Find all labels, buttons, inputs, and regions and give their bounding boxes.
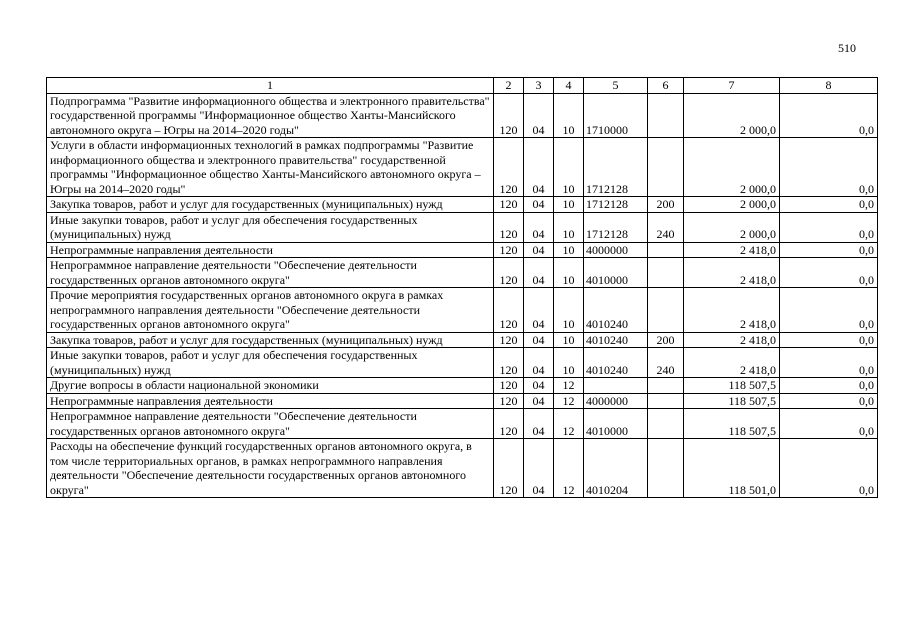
column-header: 1 — [47, 78, 494, 94]
code-cell-6 — [648, 138, 684, 197]
row-name-cell: Подпрограмма "Развитие информационного общества и электронного правительства" государственной программы "Информационное общество Ханты-Мансийского автономного округа – Югры на 2014–2020 годы" — [47, 93, 494, 138]
row-name-cell: Непрограммное направление деятельности "Обеспечение деятельности государственных органов автономного округа" — [47, 258, 494, 288]
code-cell-3: 04 — [524, 439, 554, 498]
code-cell-3: 04 — [524, 409, 554, 439]
code-cell-3: 04 — [524, 197, 554, 213]
row-name-cell: Закупка товаров, работ и услуг для государственных (муниципальных) нужд — [47, 332, 494, 348]
amount-cell-7: 2 000,0 — [684, 138, 780, 197]
column-header: 2 — [494, 78, 524, 94]
code-cell-4: 10 — [554, 242, 584, 258]
amount-cell-8: 0,0 — [780, 439, 878, 498]
table-row — [47, 242, 878, 258]
amount-cell-8: 0,0 — [780, 378, 878, 394]
amount-cell-8: 0,0 — [780, 93, 878, 138]
code-cell-2: 120 — [494, 93, 524, 138]
code-cell-2: 120 — [494, 288, 524, 333]
code-cell-4: 10 — [554, 138, 584, 197]
table-row — [47, 138, 878, 197]
table-row — [47, 93, 878, 138]
code-cell-2: 120 — [494, 409, 524, 439]
column-header: 7 — [684, 78, 780, 94]
code-cell-4: 10 — [554, 348, 584, 378]
code-cell-6 — [648, 93, 684, 138]
code-cell-3: 04 — [524, 288, 554, 333]
code-cell-6 — [648, 393, 684, 409]
code-cell-2: 120 — [494, 393, 524, 409]
code-cell-2: 120 — [494, 332, 524, 348]
code-cell-5: 1710000 — [584, 93, 648, 138]
code-cell-2: 120 — [494, 197, 524, 213]
code-cell-5: 4010000 — [584, 258, 648, 288]
code-cell-6: 200 — [648, 332, 684, 348]
amount-cell-8: 0,0 — [780, 197, 878, 213]
code-cell-6: 200 — [648, 197, 684, 213]
code-cell-4: 12 — [554, 439, 584, 498]
code-cell-5: 4010240 — [584, 348, 648, 378]
amount-cell-7: 2 000,0 — [684, 93, 780, 138]
amount-cell-8: 0,0 — [780, 258, 878, 288]
row-name-cell: Услуги в области информационных технологий в рамках подпрограммы "Развитие информационного общества и электронного правительства" государственной программы "Информационное общество Ханты-Мансийского автономного округа – Югры на 2014–2020 годы" — [47, 138, 494, 197]
code-cell-6 — [648, 378, 684, 394]
code-cell-4: 12 — [554, 393, 584, 409]
code-cell-5: 4010204 — [584, 439, 648, 498]
code-cell-2: 120 — [494, 138, 524, 197]
row-name-cell: Иные закупки товаров, работ и услуг для обеспечения государственных (муниципальных) нужд — [47, 212, 494, 242]
budget-table — [46, 77, 878, 498]
row-name-cell: Прочие мероприятия государственных органов автономного округа в рамках непрограммного направления деятельности "Обеспечение деятельности государственных органов автономного округа" — [47, 288, 494, 333]
table-row — [47, 439, 878, 498]
row-name-cell: Иные закупки товаров, работ и услуг для обеспечения государственных (муниципальных) нужд — [47, 348, 494, 378]
row-name-cell: Закупка товаров, работ и услуг для государственных (муниципальных) нужд — [47, 197, 494, 213]
code-cell-3: 04 — [524, 332, 554, 348]
code-cell-2: 120 — [494, 258, 524, 288]
code-cell-3: 04 — [524, 242, 554, 258]
amount-cell-8: 0,0 — [780, 212, 878, 242]
amount-cell-7: 2 418,0 — [684, 288, 780, 333]
amount-cell-7: 2 000,0 — [684, 197, 780, 213]
code-cell-4: 10 — [554, 258, 584, 288]
amount-cell-8: 0,0 — [780, 393, 878, 409]
amount-cell-7: 118 507,5 — [684, 409, 780, 439]
amount-cell-8: 0,0 — [780, 138, 878, 197]
amount-cell-7: 118 501,0 — [684, 439, 780, 498]
table-row — [47, 393, 878, 409]
code-cell-6: 240 — [648, 348, 684, 378]
code-cell-5: 1712128 — [584, 212, 648, 242]
table-row — [47, 212, 878, 242]
code-cell-6 — [648, 258, 684, 288]
amount-cell-7: 118 507,5 — [684, 393, 780, 409]
column-header: 5 — [584, 78, 648, 94]
amount-cell-8: 0,0 — [780, 242, 878, 258]
code-cell-5: 4010000 — [584, 409, 648, 439]
code-cell-3: 04 — [524, 258, 554, 288]
table-row — [47, 258, 878, 288]
table-row — [47, 332, 878, 348]
column-header: 3 — [524, 78, 554, 94]
code-cell-4: 12 — [554, 378, 584, 394]
row-name-cell: Непрограммные направления деятельности — [47, 393, 494, 409]
code-cell-2: 120 — [494, 348, 524, 378]
code-cell-5: 4010240 — [584, 288, 648, 333]
amount-cell-7: 2 418,0 — [684, 332, 780, 348]
code-cell-6 — [648, 288, 684, 333]
code-cell-5: 4000000 — [584, 393, 648, 409]
table-row — [47, 378, 878, 394]
code-cell-4: 10 — [554, 212, 584, 242]
table-body — [47, 93, 878, 498]
code-cell-4: 10 — [554, 288, 584, 333]
row-name-cell: Расходы на обеспечение функций государственных органов автономного округа, в том числе территориальных органов, в рамках непрограммного направления деятельности "Обеспечение деятельности государственных органов автономного округа" — [47, 439, 494, 498]
amount-cell-7: 118 507,5 — [684, 378, 780, 394]
column-header: 8 — [780, 78, 878, 94]
column-header: 6 — [648, 78, 684, 94]
code-cell-3: 04 — [524, 348, 554, 378]
table-header-row — [47, 78, 878, 94]
table-row — [47, 288, 878, 333]
code-cell-5: 4010240 — [584, 332, 648, 348]
amount-cell-7: 2 418,0 — [684, 242, 780, 258]
amount-cell-8: 0,0 — [780, 332, 878, 348]
table-row — [47, 197, 878, 213]
code-cell-6 — [648, 439, 684, 498]
amount-cell-7: 2 418,0 — [684, 258, 780, 288]
code-cell-2: 120 — [494, 439, 524, 498]
code-cell-5 — [584, 378, 648, 394]
code-cell-6: 240 — [648, 212, 684, 242]
code-cell-5: 1712128 — [584, 197, 648, 213]
code-cell-6 — [648, 242, 684, 258]
code-cell-6 — [648, 409, 684, 439]
code-cell-4: 10 — [554, 197, 584, 213]
code-cell-3: 04 — [524, 138, 554, 197]
code-cell-4: 12 — [554, 409, 584, 439]
code-cell-4: 10 — [554, 93, 584, 138]
amount-cell-8: 0,0 — [780, 288, 878, 333]
amount-cell-8: 0,0 — [780, 409, 878, 439]
code-cell-3: 04 — [524, 93, 554, 138]
page-number: 510 — [838, 41, 856, 55]
amount-cell-8: 0,0 — [780, 348, 878, 378]
code-cell-3: 04 — [524, 393, 554, 409]
column-header: 4 — [554, 78, 584, 94]
code-cell-3: 04 — [524, 212, 554, 242]
amount-cell-7: 2 000,0 — [684, 212, 780, 242]
code-cell-2: 120 — [494, 378, 524, 394]
code-cell-3: 04 — [524, 378, 554, 394]
table-row — [47, 348, 878, 378]
amount-cell-7: 2 418,0 — [684, 348, 780, 378]
row-name-cell: Непрограммное направление деятельности "Обеспечение деятельности государственных органов автономного округа" — [47, 409, 494, 439]
code-cell-2: 120 — [494, 212, 524, 242]
code-cell-4: 10 — [554, 332, 584, 348]
row-name-cell: Другие вопросы в области национальной экономики — [47, 378, 494, 394]
row-name-cell: Непрограммные направления деятельности — [47, 242, 494, 258]
table-row — [47, 409, 878, 439]
code-cell-5: 1712128 — [584, 138, 648, 197]
code-cell-2: 120 — [494, 242, 524, 258]
code-cell-5: 4000000 — [584, 242, 648, 258]
